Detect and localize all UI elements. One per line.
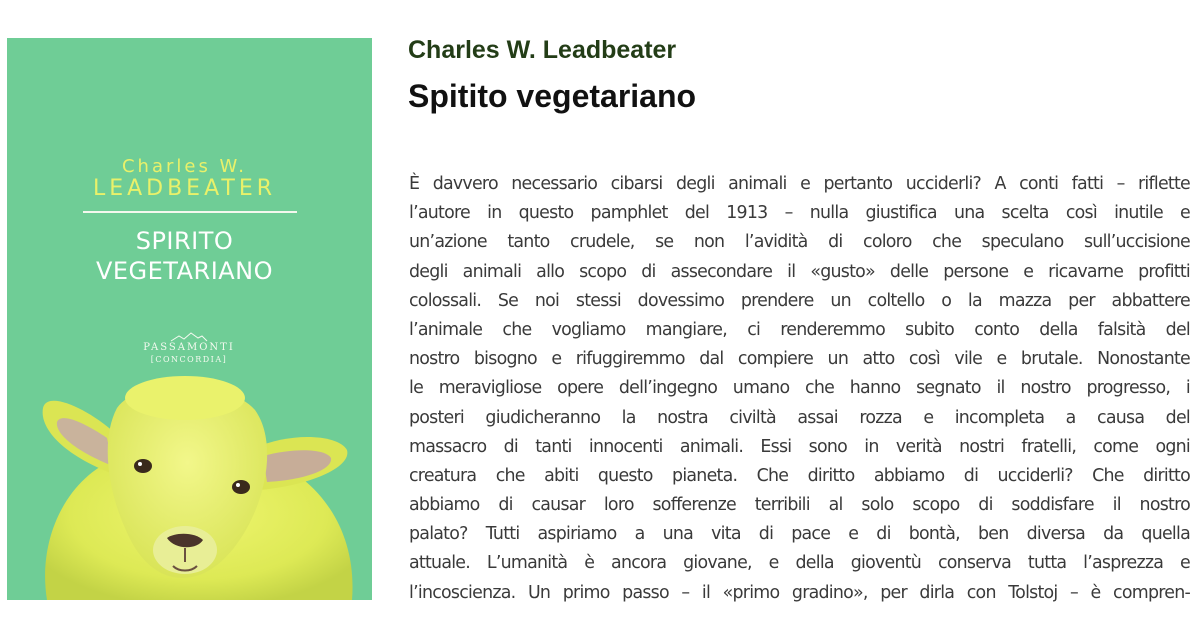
book-description <box>409 170 1190 608</box>
description-line: colossali. Se noi stessi dovessimo prendere un coltello o la mazza per abbattere <box>409 290 1190 311</box>
description-line: un’azione tanto crudele, se non l’avidità di coloro che speculano sull’uccisione <box>409 232 1190 253</box>
book-author: Charles W. Leadbeater <box>408 36 677 64</box>
description-line: attuale. L’umanità è ancora giovane, e della gioventù conserva tutta l’asprezza e <box>409 553 1190 574</box>
description-line: posteri giudicheranno la nostra civiltà assai rozza e incompleta a causa del <box>409 407 1190 428</box>
description-line: nostro bisogno e rifuggiremmo dal compiere un atto così vile e brutale. Nonostante <box>409 349 1190 370</box>
description-line: abbiamo di causar loro sofferenze terribili al solo scopo di soddisfare il nostro <box>409 495 1190 516</box>
cover-title-line-2: VEGETARIANO <box>95 257 274 285</box>
description-line: massacro di tanti innocenti animali. Essi sono in verità nostri fratelli, come ogni <box>409 436 1190 457</box>
publisher-name: PASSAMONTI <box>143 342 235 353</box>
description-line: creatura che abiti questo pianeta. Che diritto abbiamo di ucciderli? Che diritto <box>409 465 1190 486</box>
description-line: l’autore in questo pamphlet del 1913 – nulla giustifica una scelta così inutile e <box>409 203 1190 224</box>
publisher-imprint: [CONCORDIA] <box>150 355 228 364</box>
lamb-illustration <box>7 38 372 600</box>
book-title: Spitito vegetariano <box>408 78 697 114</box>
description-line: È davvero necessario cibarsi degli animali e pertanto ucciderli? A conti fatti – riflette <box>409 174 1190 194</box>
description-line: l’animale che vogliamo mangiare, ci renderemmo subito conto della falsità del <box>409 319 1190 340</box>
description-line: degli animali allo scopo di assecondare il «gusto» delle persone e ricavarne profitti <box>409 261 1190 282</box>
description-line: le meravigliose opere dell’ingegno umano che hanno segnato il nostro progresso, i <box>409 378 1190 399</box>
description-line: palato? Tutti aspiriamo a una vita di pace e di bontà, ben diversa da quella <box>409 524 1190 545</box>
description-line: l’incoscienza. Un primo passo – il «primo gradino», per dirla con Tolstoj – è compren- <box>409 582 1190 603</box>
book-cover[interactable] <box>7 38 372 600</box>
cover-author-first-name: Charles W. <box>121 156 248 177</box>
cover-title-line-1: SPIRITO <box>135 227 234 255</box>
cover-author-last-name: LEADBEATER <box>92 176 277 201</box>
